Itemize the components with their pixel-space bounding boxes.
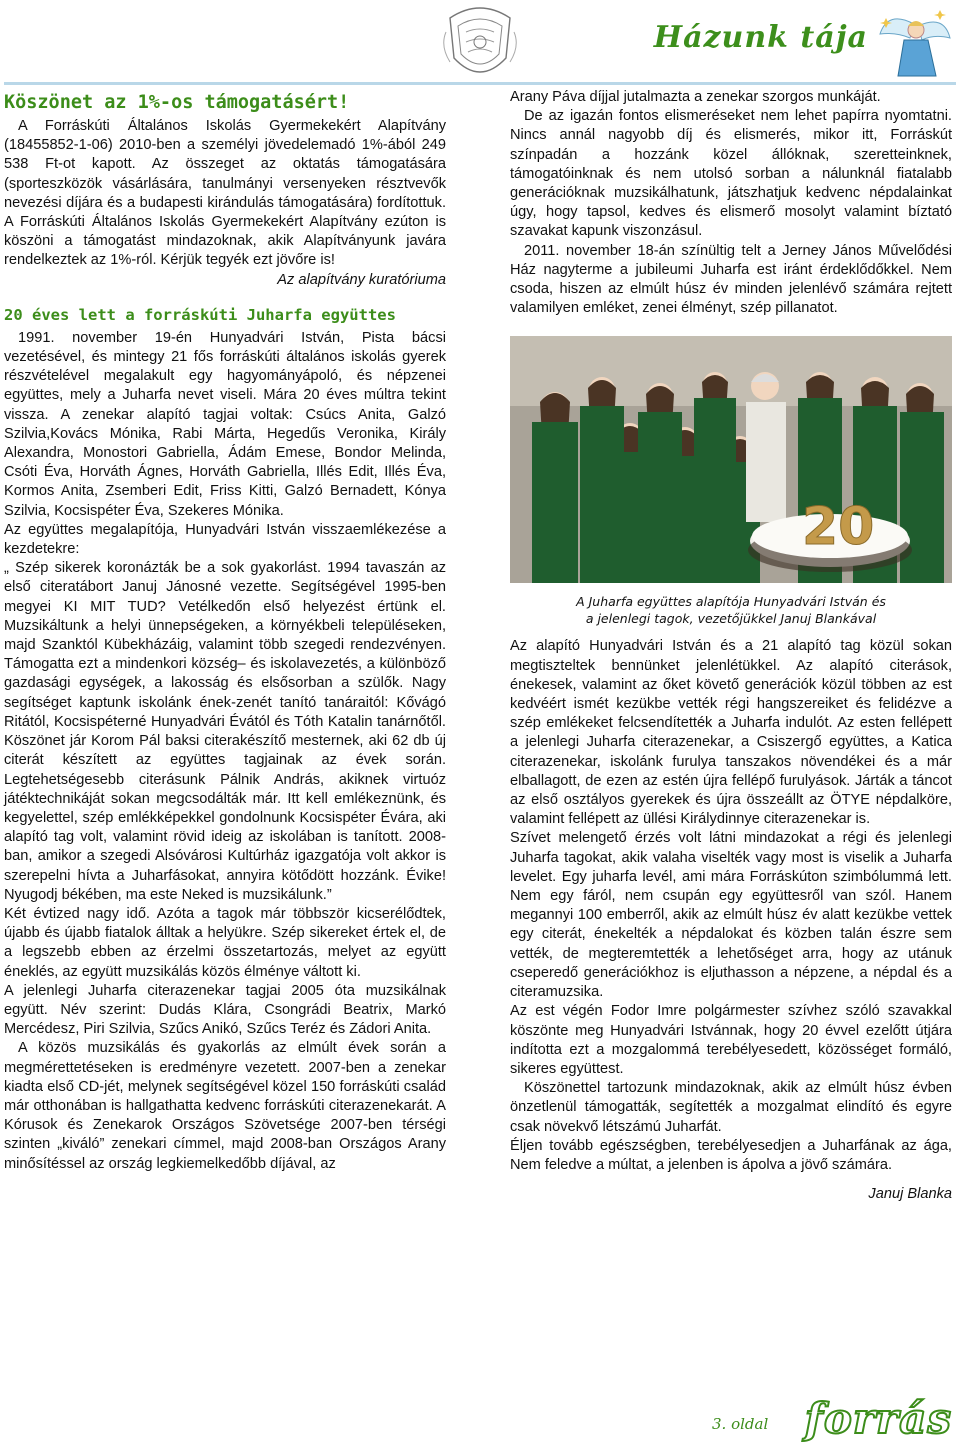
paragraph: Két évtized nagy idő. Azóta a tagok már többször kicserélődtek, újabb és újabb fiatalok álltak a helyükre. Szép sikereket értek el, de a legszebb ebben az érzelmi összetartozás, melyet az együtt éneklés, az együtt muzsikálás közös élménye váltott ki. [4,905,446,980]
page-footer [712,1395,952,1443]
paragraph: De az igazán fontos elismeréseket nem lehet papírra nyomtatni. Nincs annál nagyobb díj és elismerés, mikor itt, Forráskút színpadán a hozzánk közel állóknak, szeretteinknek, támogatóinknak és nem utolsó sorban a nálunknál fiatalabb generációknak muzsikálhatunk, játszhatjuk kedvenc népdalainkat úgy, hogy tapsol, kedves és elismerő mosolyt valamint bíztató szavakat kapunk viszonzásul. [510,108,952,240]
brand-logo: forrás [804,1394,952,1443]
paragraph: Éljen tovább egészségben, terebélyesedjen a Juharfának az ága, Nem feledve a múltat, a jelenben is ápolva a jövő számára. [510,1137,952,1173]
article-title-juharfa: 20 éves lett a forráskúti Juharfa együttes [4,305,396,324]
header-rule [4,82,956,85]
left-column [4,91,446,1174]
caption-line: a jelenlegi tagok, vezetőjükkel Januj Blankával [585,611,877,627]
paragraph: Arany Páva díjjal jutalmazta a zenekar szorgos munkáját. [510,89,881,105]
paragraph: Az alapító Hunyadvári István és a 21 alapító tag közül sokan megtiszteltek bennünket jelenlétükkel. Az alapító citerások, énekesek, valamint az őket követő generációk közül többen az est kedvéért ismét kezükbe vették régi hangszereiket és felidézve a szép emlékeket felcsendítették a Juharfa indulót. Az esten fellépett a jelenlegi Juharfa citerazenekar, a Csiszergő együttes, a Katica citerazenekar, iskolánk furulya tanszakos növendékei és a már elballagott, de ezen az estén újra fellépő furulyások. Járták a táncot az első osztályos gyerekek és újra összeállt az ÖTYE népdalköre, valamint fellépett az üllési Királydinnye citerazenekar is. [510,638,952,828]
quote-paragraph: „ Szép sikerek koronázták be a sok gyakorlást. 1994 tavaszán az első citeratábort Januj Jánosné vezette. Segítségével 1995-ben megyei KI MIT TUD? Vetélkedőn első helyezést értünk el. Muzsikáltunk a helyi ünnepségeken, a környékbeli településeken, majd Szanktól Kübekházáig, valamint több szegedi rendezvényen. Támogatta ezt a mindenkori község– és iskolavezetés, a különböző gazdasági egységek, a lakosság és elsősorban a szülők. Nagy segítséget kaptunk iskolánk ének-zenét tanító tanáraitól: Kővágó Ritától, Kocsispéterné Hunyadvári Évától és Tóth Katalin tanárnőtől. Köszönet jár Korom Pál baksi citerakészítő mesternek, aki 62 db új citerát készített az együttes tagjainak az évek során. Legtehetségesebb citerásunk Pálnik András, akiknek virtuóz játéktechnikáját sokan megcsodálták már. Itt kell emlékeznünk, és kegyelettel, szép emlékképekkel gondolnunk Kocsispéter Évára, aki alapító tag volt, valamint rövid ideig az iskolában is tanított. 2008-ban, amikor a szegedi Alsóvárosi Kultúrház igazgatója volt akkor is szerepelni hívta a Juharfásokat, annyira kötődött hozzánk. Évike! Nyugodj békében, ma este Neked is muzsikálunk.” [4,560,446,903]
article-signature: Az alapítvány kuratóriuma [277,271,446,288]
caption-line: A Juharfa együttes alapítója Hunyadvári István és [576,594,886,610]
paragraph: Az est végén Fodor Imre polgármester szívhez szóló szavakkal köszönte meg Hunyadvári Istvánnak, hogy 20 évvel ezelőtt útjára indította ezt a mozgalommá terebélyesedett, közösséget formáló, sikeres együttest. [510,1003,952,1077]
paragraph: Köszönettel tartozunk mindazoknak, akik az elmúlt húsz évben önzetlenül támogatták, segítették a mozgalmat elindító és egyre csak növekvő létszámú Juharfát. [510,1080,952,1135]
crest-icon [436,2,524,88]
group-photo [510,336,952,583]
angel-icon [874,4,954,78]
paragraph: 1991. november 19-én Hunyadvári István, Pista bácsi vezetésével, és mintegy 21 fős forráskúti általános iskolás gyerek részvételével megalakult egy hagyományápoló, és népzenei együttes, mely a Juharfa nevet viseli. Mára 20 éves múltra tekint vissza. A zenekar alapító tagjai voltak: Csúcs Anita, Galzó Szilvia,Kovács Mónika, Rabi Márta, Hegedűs Veronika, Király Alexandra, Monostori Gabriella, Ádám Emese, Bondor Melinda, Csóti Éva, Horváth Ágnes, Horváth Gabriella, Illés Edit, Illés Éva, Kormos Anita, Zsemberi Edit, Friss Kitti, Galzó Bernadett, Kónya Szilvia, Kocsispéter Éva, Szekeres Mónika. [4,329,446,519]
author-signature: Januj Blanka [868,1186,952,1203]
paragraph: Szívet melengető érzés volt látni mindazokat a régi és jelenlegi Juharfa tagokat, akik valaha viselték vagy most is viselik a Juharfa levelet. Egy juharfa levél, ami mára Forráskúton szimbólummá lett. Nem egy fáról, nem csupán egy együttesről van szól. Hanem megannyi 100 emberről, akik az elmúlt húsz év alatt kezükbe vettek egy citerát, énekelték a népdalokat és közben talán észre sem vették, de megteremtették a lehetőséget arra, hogy az utánuk cseperedő generációkhoz is eljuthasson a népzene, a népdal és a citeramuzsika. [510,830,952,1001]
page-number: 3. oldal [712,1415,769,1433]
paragraph: Az együttes megalapítója, Hunyadvári István visszaemlékezése a kezdetekre: [4,521,446,558]
article-body-thanks: A Forráskúti Általános Iskolás Gyermekekért Alapítvány (18455852-1-06) 2010-ben a személyi jövedelemadó 1%-ából 249 538 Ft-ot kapott. Az összeget az oktatás támogatására (sporteszközök vásárlására, tanulmányi versenyeken résztvevők nevezési díjára és a budapesti kirándulás támogatására) fordítottuk. A Forráskúti Általános Iskolás Gyermekekért Alapítvány ezúton is köszöni a támogatást mindazoknak, akik Alapítványunk javára rendelkeztek az 1%-ról. Kérjük tegyék ezt jövőre is! [4,118,446,269]
article-title-thanks: Köszönet az 1%-os támogatásért! [4,92,350,113]
paragraph: 2011. november 18-án színültig telt a Jerney János Művelődési Ház nagyterme a jubileumi Juharfa est iránt érdeklődőkkel. Nem csoda, hiszen az elmúlt húsz év minden jelenlévő számára rejtett valamilyen emléket, zenei élményt, szép pillanatot. [510,242,952,317]
paragraph: A jelenlegi Juharfa citerazenekar tagjai 2005 óta muzsikálnak együtt. Név szerint: Dudás Klára, Csongrádi Beatrix, Markó Mercédesz, Piri Szilvia, Szűcs Anikó, Szűcs Teréz és Zádori Anita. [4,982,446,1038]
svg-text:20: 20 [802,497,875,558]
section-title: Házunk tája [653,20,868,55]
photo-caption [510,593,952,627]
paragraph: A közös muzsikálás és gyakorlás az elmúlt évek során a megmérettetéseken is eredményre vezetett. 2007-ben a zenekar kiadta első CD-jét, melynek segítségével közel 150 forráskúti család már otthonában is hallgathatta kedvenc forráskúti citerazenekarát. A Kórusok és Zenekarok Országos Szövetsége 2007-ben térségi szinten „kiváló” zenekari címmel, majd 2008-ban Országos Arany minősítéssel az ország legkiemelkedőbb díjával, az [4,1040,446,1172]
right-column [510,88,952,1204]
